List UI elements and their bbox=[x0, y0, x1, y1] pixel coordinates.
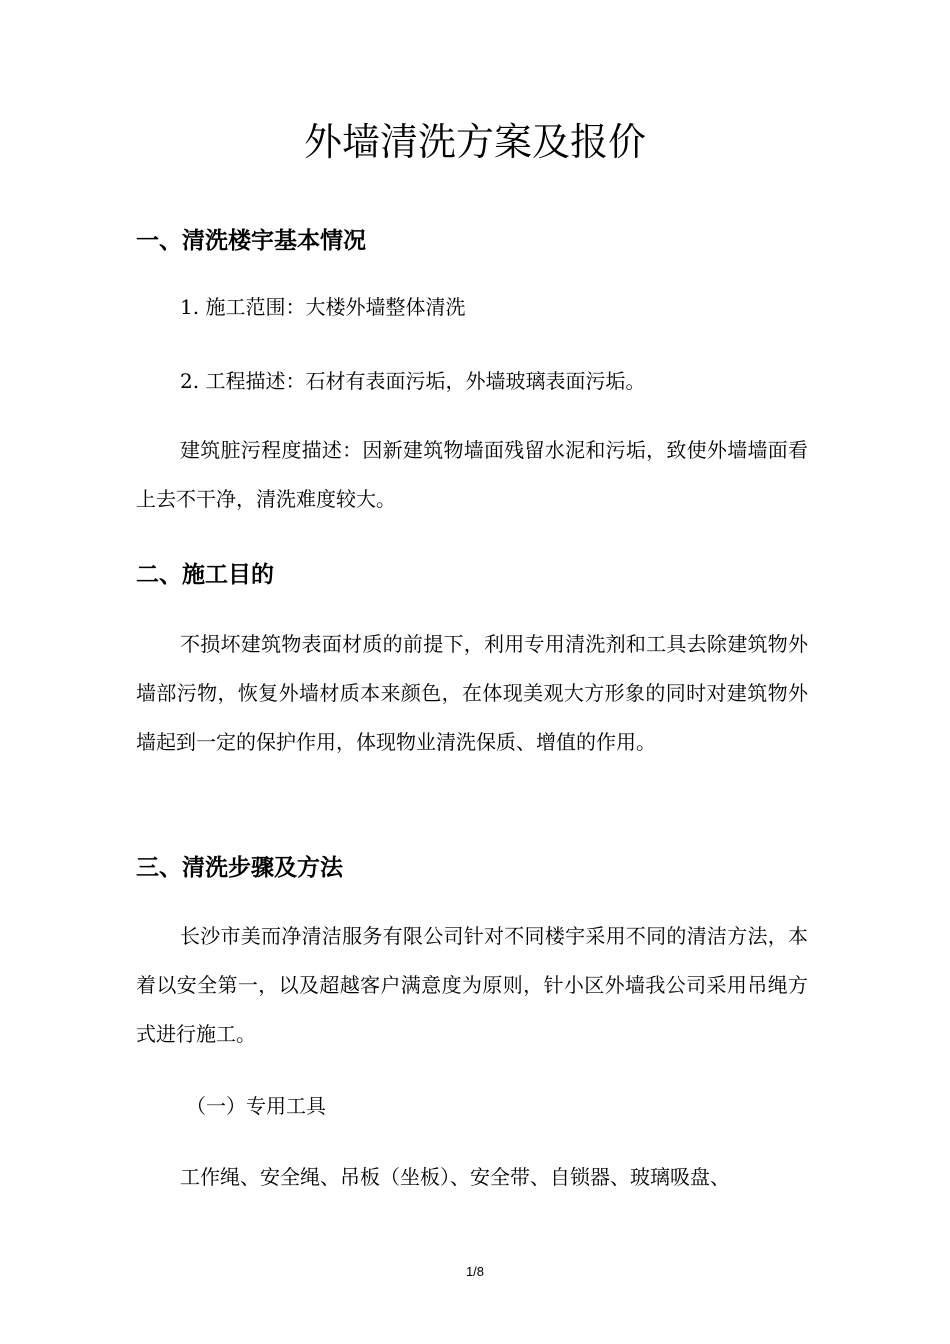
paragraph: 建筑脏污程度描述：因新建筑物墙面残留水泥和污垢，致使外墙墙面看上去不干净，清洗难度较大。 bbox=[136, 438, 808, 511]
paragraph: 长沙市美而净清洁服务有限公司针对不同楼宇采用不同的清洁方法，本着以安全第一，以及超越客户满意度为原则，针小区外墙我公司采用吊绳方式进行施工。 bbox=[136, 924, 808, 1046]
list-item: 2. 工程描述：石材有表面污垢，外墙玻璃表面污垢。 bbox=[180, 369, 646, 393]
paragraph: 不损坏建筑物表面材质的前提下，利用专用清洗剂和工具去除建筑物外墙部污物，恢复外墙材质本来颜色，在体现美观大方形象的同时对建筑物外墙起到一定的保护作用，体现物业清洗保质、增值的作用。 bbox=[136, 632, 808, 754]
list-item: 1. 施工范围：大楼外墙整体清洗 bbox=[180, 295, 466, 319]
section-heading-2: 二、施工目的 bbox=[136, 562, 274, 588]
section-heading-1: 一、清洗楼宇基本情况 bbox=[136, 228, 366, 254]
section-heading-3: 三、清洗步骤及方法 bbox=[136, 855, 343, 881]
page-number: 1/8 bbox=[465, 1264, 485, 1279]
paragraph: 工作绳、安全绳、吊板（坐板）、安全带、自锁器、玻璃吸盘、 bbox=[180, 1165, 730, 1189]
document-title: 外墙清洗方案及报价 bbox=[303, 120, 646, 164]
subheading: （一）专用工具 bbox=[186, 1094, 326, 1118]
